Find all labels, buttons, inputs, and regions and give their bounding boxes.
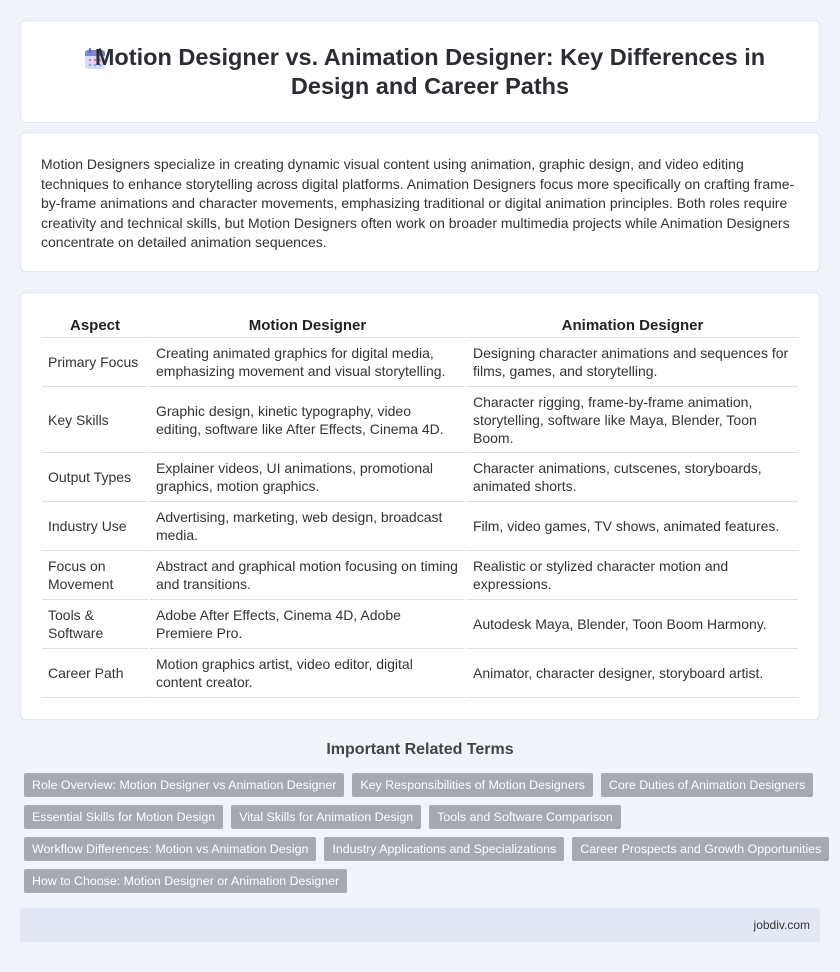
cell-motion: Graphic design, kinetic typography, video editing, software like After Effects, Cinema 4D.	[149, 387, 466, 453]
cell-aspect: Primary Focus	[42, 338, 149, 387]
table-header-row	[42, 313, 798, 338]
related-term-tag[interactable]: Role Overview: Motion Designer vs Animation Designer	[24, 773, 344, 797]
intro-card	[20, 132, 820, 272]
table-row	[42, 338, 798, 387]
cell-aspect: Career Path	[42, 649, 149, 698]
cell-animation: Film, video games, TV shows, animated features.	[466, 502, 798, 551]
cell-aspect: Tools & Software	[42, 600, 149, 649]
footer	[20, 908, 820, 942]
cell-animation: Animator, character designer, storyboard artist.	[466, 649, 798, 698]
related-term-tag[interactable]: Industry Applications and Specializations	[324, 837, 564, 861]
related-terms-list	[24, 773, 820, 901]
header-motion-designer: Motion Designer	[149, 313, 466, 338]
table-row	[42, 600, 798, 649]
related-term-tag[interactable]: Career Prospects and Growth Opportunities	[572, 837, 829, 861]
cell-motion: Abstract and graphical motion focusing on timing and transitions.	[149, 551, 466, 600]
page-title: Motion Designer vs. Animation Designer: Key Differences in Design and Career Paths	[94, 44, 766, 99]
cell-animation: Character rigging, frame-by-frame animation, storytelling, software like Maya, Blender, Toon Boom.	[466, 387, 798, 453]
cell-animation: Designing character animations and sequences for films, games, and storytelling.	[466, 338, 798, 387]
cell-motion: Creating animated graphics for digital media, emphasizing movement and visual storytelling.	[149, 338, 466, 387]
related-term-tag[interactable]: Core Duties of Animation Designers	[601, 773, 813, 797]
cell-aspect: Key Skills	[42, 387, 149, 453]
header-aspect: Aspect	[42, 313, 149, 338]
comparison-card	[20, 292, 820, 720]
intro-paragraph: Motion Designers specialize in creating dynamic visual content using animation, graphic design, and video editing techniques to enhance storytelling across digital platforms. Animation Designers focus more specifically on crafting frame-by-frame animations and character movements, emphasizing traditional or digital animation principles. Both roles require creativity and technical skills, but Motion Designers often work on broader multimedia projects while Animation Designers concentrate on detailed animation sequences.	[41, 156, 795, 250]
related-term-tag[interactable]: Key Responsibilities of Motion Designers	[352, 773, 593, 797]
related-term-tag[interactable]: Workflow Differences: Motion vs Animation Design	[24, 837, 316, 861]
related-term-tag[interactable]: Essential Skills for Motion Design	[24, 805, 223, 829]
cell-aspect: Focus on Movement	[42, 551, 149, 600]
table-row	[42, 551, 798, 600]
related-term-tag[interactable]: How to Choose: Motion Designer or Animation Designer	[24, 869, 347, 893]
cell-motion: Explainer videos, UI animations, promotional graphics, motion graphics.	[149, 453, 466, 502]
footer-site-link[interactable]: jobdiv.com	[753, 918, 810, 932]
cell-animation: Character animations, cutscenes, storyboards, animated shorts.	[466, 453, 798, 502]
related-terms-title: Important Related Terms	[326, 741, 514, 758]
table-row	[42, 502, 798, 551]
cell-animation: Autodesk Maya, Blender, Toon Boom Harmony.	[466, 600, 798, 649]
table-row	[42, 453, 798, 502]
related-term-tag[interactable]: Vital Skills for Animation Design	[231, 805, 421, 829]
cell-motion: Advertising, marketing, web design, broadcast media.	[149, 502, 466, 551]
related-term-tag[interactable]: Tools and Software Comparison	[429, 805, 621, 829]
cell-animation: Realistic or stylized character motion and expressions.	[466, 551, 798, 600]
cell-motion: Motion graphics artist, video editor, digital content creator.	[149, 649, 466, 698]
title-card	[20, 20, 820, 123]
header-animation-designer: Animation Designer	[466, 313, 798, 338]
comparison-table	[42, 313, 798, 698]
cell-aspect: Output Types	[42, 453, 149, 502]
cell-motion: Adobe After Effects, Cinema 4D, Adobe Premiere Pro.	[149, 600, 466, 649]
cell-aspect: Industry Use	[42, 502, 149, 551]
table-row	[42, 387, 798, 453]
table-row	[42, 649, 798, 698]
